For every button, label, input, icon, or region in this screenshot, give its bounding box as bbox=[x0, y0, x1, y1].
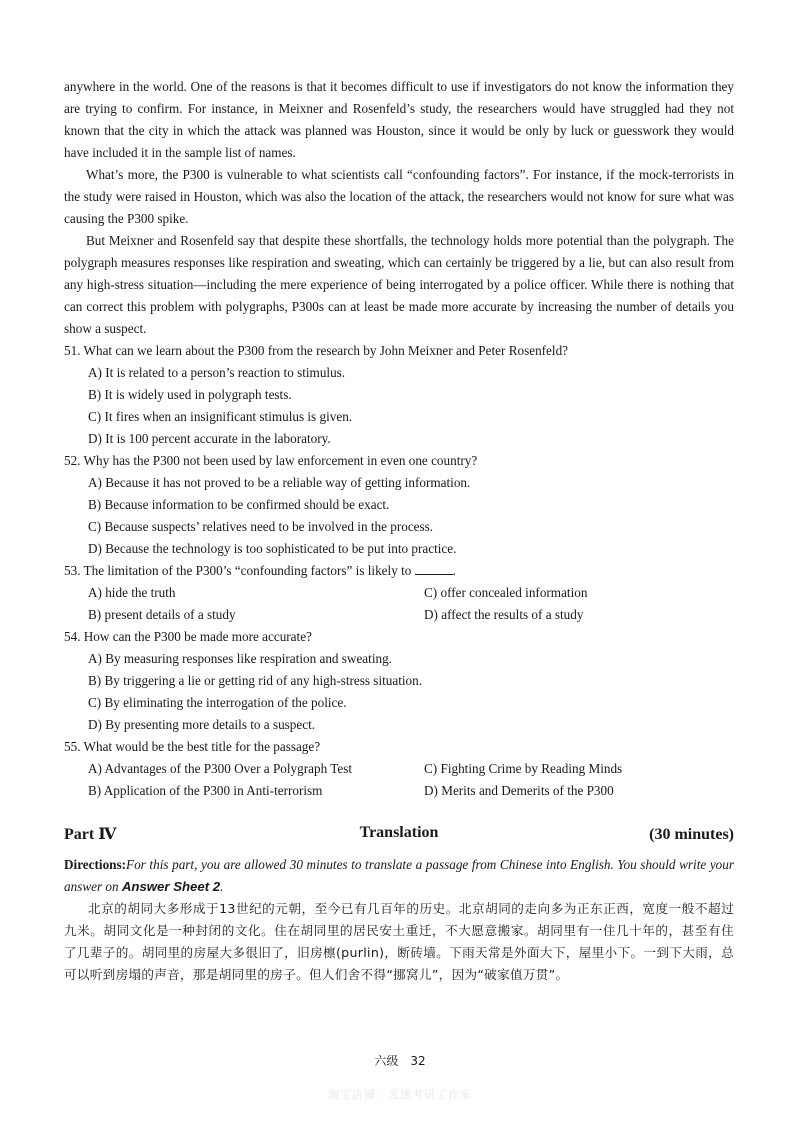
answer-blank bbox=[415, 562, 453, 575]
option-d: D) By presenting more details to a suspect. bbox=[88, 717, 316, 732]
option-d: D) Because the technology is too sophisticated to be put into practice. bbox=[88, 541, 457, 556]
option-a: A) hide the truth bbox=[88, 585, 176, 600]
option-c: C) By eliminating the interrogation of the police. bbox=[88, 695, 347, 710]
question-stem: 53. The limitation of the P300’s “confounding factors” is likely to bbox=[64, 563, 412, 578]
part-time: (30 minutes) bbox=[649, 826, 734, 843]
directions bbox=[64, 854, 734, 898]
part-4-section bbox=[64, 824, 734, 986]
directions-end: . bbox=[220, 879, 224, 894]
question-53 bbox=[64, 560, 734, 626]
question-stem: 55. What would be the best title for the passage? bbox=[64, 739, 321, 754]
part-label: Part Ⅳ bbox=[64, 826, 117, 843]
option-d: D) Merits and Demerits of the P300 bbox=[424, 783, 614, 798]
exam-page bbox=[64, 76, 734, 986]
option-c: C) Fighting Crime by Reading Minds bbox=[424, 761, 623, 776]
question-stem-line bbox=[64, 560, 734, 582]
directions-label: Directions: bbox=[64, 857, 127, 872]
question-51 bbox=[64, 340, 734, 450]
part-header bbox=[64, 824, 734, 844]
option-a: A) Advantages of the P300 Over a Polygraph Test bbox=[88, 761, 352, 776]
question-55 bbox=[64, 736, 734, 802]
question-stem: 51. What can we learn about the P300 from the research by John Meixner and Peter Rosenfeld? bbox=[64, 343, 569, 358]
question-stem: 52. Why has the P300 not been used by law enforcement in even one country? bbox=[64, 453, 478, 468]
page-number: 六级 32 bbox=[374, 1054, 426, 1068]
question-52 bbox=[64, 450, 734, 560]
passage-paragraph-1: anywhere in the world. One of the reasons is that it becomes difficult to use if investigators do not know the information they are trying to confirm. For instance, in Meixner and Rosenfeld’s study, the researchers would have struggled had they not known that the city in which the attack was planned was Houston, since it would be only by luck or guesswork they would have included it in the sample list of names. bbox=[64, 79, 734, 160]
option-b: B) Because information to be confirmed should be exact. bbox=[88, 497, 390, 512]
option-c: C) offer concealed information bbox=[424, 585, 588, 600]
answer-sheet-ref: Answer Sheet 2 bbox=[121, 879, 221, 894]
passage-paragraph-3: But Meixner and Rosenfeld say that despite these shortfalls, the technology holds more potential than the polygraph. The polygraph measures responses like respiration and sweating, which can certainly be triggered by a lie, but can also result from any high-stress situation—including the mere experience of being interrogated by a police officer. While there is nothing that can correct this problem with polygraphs, P300s can at least be made more accurate by increasing the number of details you show a suspect. bbox=[64, 233, 734, 336]
question-54 bbox=[64, 626, 734, 736]
part-title: Translation bbox=[359, 824, 439, 841]
option-c: C) It fires when an insignificant stimulus is given. bbox=[88, 409, 353, 424]
option-d: D) affect the results of a study bbox=[424, 607, 584, 622]
option-b: B) By triggering a lie or getting rid of any high-stress situation. bbox=[88, 673, 423, 688]
option-a: A) It is related to a person’s reaction to stimulus. bbox=[88, 365, 346, 380]
chinese-passage: 北京的胡同大多形成于13世纪的元朝，至今已有几百年的历史。北京胡同的走向多为正东正西，宽度一般不超过九米。胡同文化是一种封闭的文化。住在胡同里的居民安土重迁，不大愿意搬家。胡同里有一住几十年的，甚至有住了几辈子的。胡同里的房屋大多很旧了，旧房檩(purlin)，断砖墙。下雨天常是外面大下，屋里小下。一到下大雨，总可以听到房塌的声音，那是胡同里的房子。但人们舍不得“挪窝儿”，因为“破家值万贯”。 bbox=[64, 901, 734, 982]
question-stem: 54. How can the P300 be made more accurate? bbox=[64, 629, 312, 644]
option-grid bbox=[88, 582, 734, 626]
option-c: C) Because suspects’ relatives need to be involved in the process. bbox=[88, 519, 434, 534]
question-stem-end: . bbox=[452, 563, 456, 578]
watermark: 淘宝店铺：光速考研工作室 bbox=[328, 1088, 472, 1101]
option-d: D) It is 100 percent accurate in the laboratory. bbox=[88, 431, 331, 446]
option-grid bbox=[88, 758, 734, 802]
directions-text: For this part, you are allowed 30 minutes to translate a passage from Chinese into English. You should write your answer on bbox=[64, 857, 734, 894]
passage-paragraph-2: What’s more, the P300 is vulnerable to what scientists call “confounding factors”. For instance, if the mock-terrorists in the study were raised in Houston, which was also the location of the attack, the researchers would not know for sure what was causing the P300 spike. bbox=[64, 167, 734, 226]
option-b: B) Application of the P300 in Anti-terrorism bbox=[88, 783, 323, 798]
option-a: A) By measuring responses like respiration and sweating. bbox=[88, 651, 392, 666]
option-b: B) present details of a study bbox=[88, 607, 236, 622]
option-a: A) Because it has not proved to be a reliable way of getting information. bbox=[88, 475, 471, 490]
option-b: B) It is widely used in polygraph tests. bbox=[88, 387, 292, 402]
